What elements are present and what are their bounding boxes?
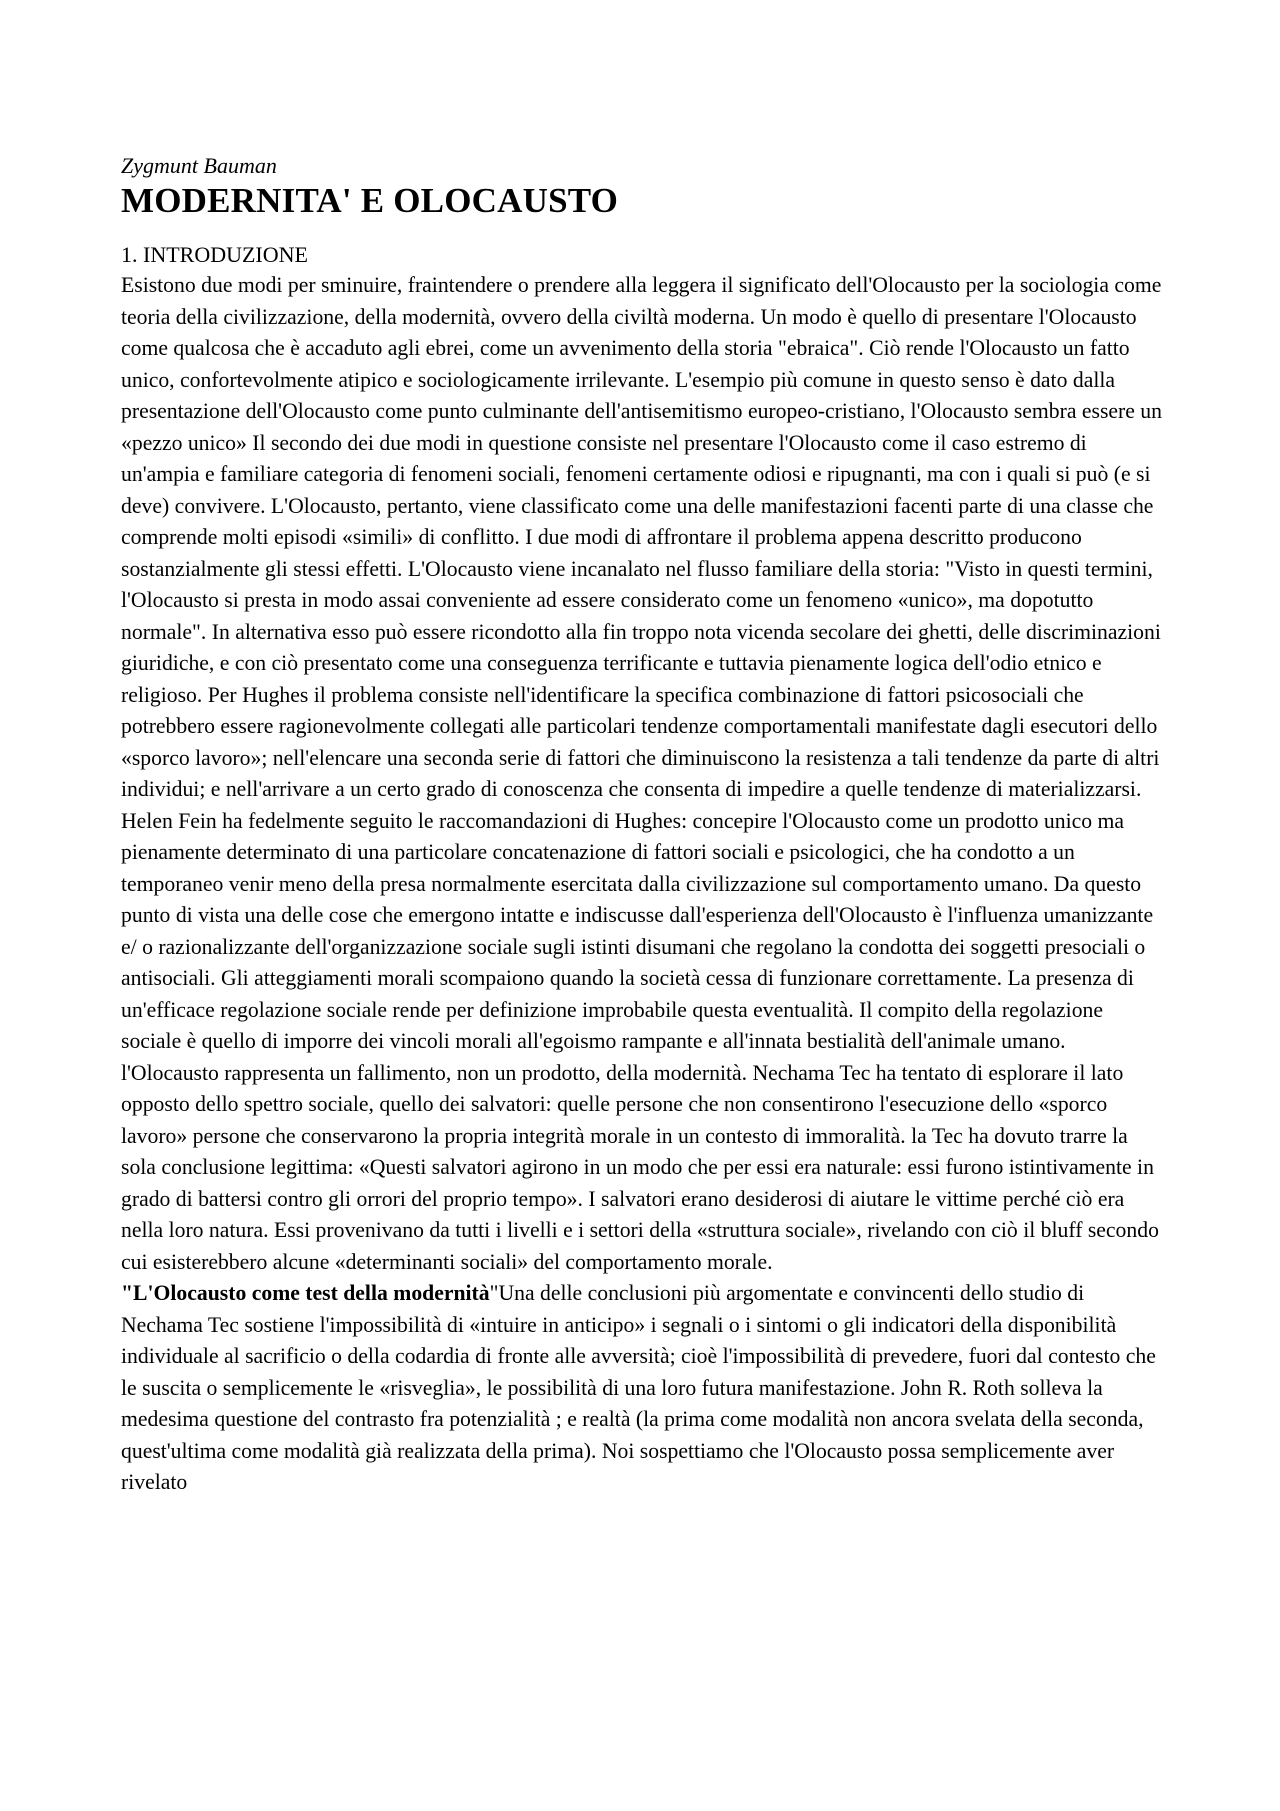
body-paragraph-2-text: "Una delle conclusioni più argomentate e convincenti dello studio di Nechama Tec sostiene l'impossibilità di «intuire in anticipo» i segnali o i sintomi o gli indicatori della disponibilità individuale al sacrificio o della codardia di fronte alle avversità; cioè l'impossibilità di prevedere, fuori dal contesto che le suscita o semplicemente le «risveglia», le possibilità di una loro futura manifestazione. John R. Roth solleva la medesima questione del contrasto fra potenzialità ; e realtà (la prima come modalità non ancora svelata della seconda, quest'ultima come modalità già realizzata della prima). Noi sospettiamo che l'Olocausto possa semplicemente aver rivelato	[121, 1281, 1156, 1494]
section-heading: 1. INTRODUZIONE	[121, 242, 308, 267]
body-paragraph-2	[121, 1278, 1166, 1499]
paragraph-lead-heading: "L'Olocausto come test della modernità	[121, 1281, 490, 1305]
document-title: MODERNITA' E OLOCAUSTO	[121, 181, 619, 220]
body-paragraph-1: Esistono due modi per sminuire, fraintendere o prendere alla leggera il significato dell'Olocausto per la sociologia come teoria della civilizzazione, della modernità, ovvero della civiltà moderna. Un modo è quello di presentare l'Olocausto come qualcosa che è accaduto agli ebrei, come un avvenimento della storia "ebraica". Ciò rende l'Olocausto un fatto unico, confortevolmente atipico e sociologicamente irrilevante. L'esempio più comune in questo senso è dato dalla presentazione dell'Olocausto come punto culminante dell'antisemitismo europeo-cristiano, l'Olocausto sembra essere un «pezzo unico» Il secondo dei due modi in questione consiste nel presentare l'Olocausto come il caso estremo di un'ampia e familiare categoria di fenomeni sociali, fenomeni certamente odiosi e ripugnanti, ma con i quali si può (e si deve) convivere. L'Olocausto, pertanto, viene classificato come una delle manifestazioni facenti parte di una classe che comprende molti episodi «simili» di conflitto. I due modi di affrontare il problema appena descritto producono sostanzialmente gli stessi effetti. L'Olocausto viene incanalato nel flusso familiare della storia: "Visto in questi termini, l'Olocausto si presta in modo assai conveniente ad essere considerato come un fenomeno «unico», ma dopotutto normale". In alternativa esso può essere ricondotto alla fin troppo nota vicenda secolare dei ghetti, delle discriminazioni giuridiche, e con ciò presentato come una conseguenza terrificante e tuttavia pienamente logica dell'odio etnico e religioso. Per Hughes il problema consiste nell'identificare la specifica combinazione di fattori psicosociali che potrebbero essere ragionevolmente collegati alle particolari tendenze comportamentali manifestate dagli esecutori dello «sporco lavoro»; nell'elencare una seconda serie di fattori che diminuiscono la resistenza a tali tendenze da parte di altri individui; e nell'arrivare a un certo grado di conoscenza che consenta di impedire a quelle tendenze di materializzarsi. Helen Fein ha fedelmente seguito le raccomandazioni di Hughes: concepire l'Olocausto come un prodotto unico ma pienamente determinato di una particolare concatenazione di fattori sociali e psicologici, che ha condotto a un temporaneo venir meno della presa normalmente esercitata dalla civilizzazione sul comportamento umano. Da questo punto di vista una delle cose che emergono intatte e indiscusse dall'esperienza dell'Olocausto è l'influenza umanizzante e/ o razionalizzante dell'organizzazione sociale sugli istinti disumani che regolano la condotta dei soggetti presociali o antisociali. Gli atteggiamenti morali scompaiono quando la società cessa di funzionare correttamente. La presenza di un'efficace regolazione sociale rende per definizione improbabile questa eventualità. Il compito della regolazione sociale è quello di imporre dei vincoli morali all'egoismo rampante e all'innata bestialità dell'animale umano. l'Olocausto rappresenta un fallimento, non un prodotto, della modernità. Nechama Tec ha tentato di esplorare il lato opposto dello spettro sociale, quello dei salvatori: quelle persone che non consentirono l'esecuzione dello «sporco lavoro» persone che conservarono la propria integrità morale in un contesto di immoralità. la Tec ha dovuto trarre la sola conclusione legittima: «Questi salvatori agirono in un modo che per essi era naturale: essi furono istintivamente in grado di battersi contro gli orrori del proprio tempo». I salvatori erano desiderosi di aiutare le vittime perché ciò era nella loro natura. Essi provenivano da tutti i livelli e i settori della «struttura sociale», rivelando con ciò il bluff secondo cui esisterebbero alcune «determinanti sociali» del comportamento morale.	[121, 273, 1162, 1274]
author-name: Zygmunt Bauman	[121, 153, 277, 178]
document-page	[121, 152, 1166, 1499]
